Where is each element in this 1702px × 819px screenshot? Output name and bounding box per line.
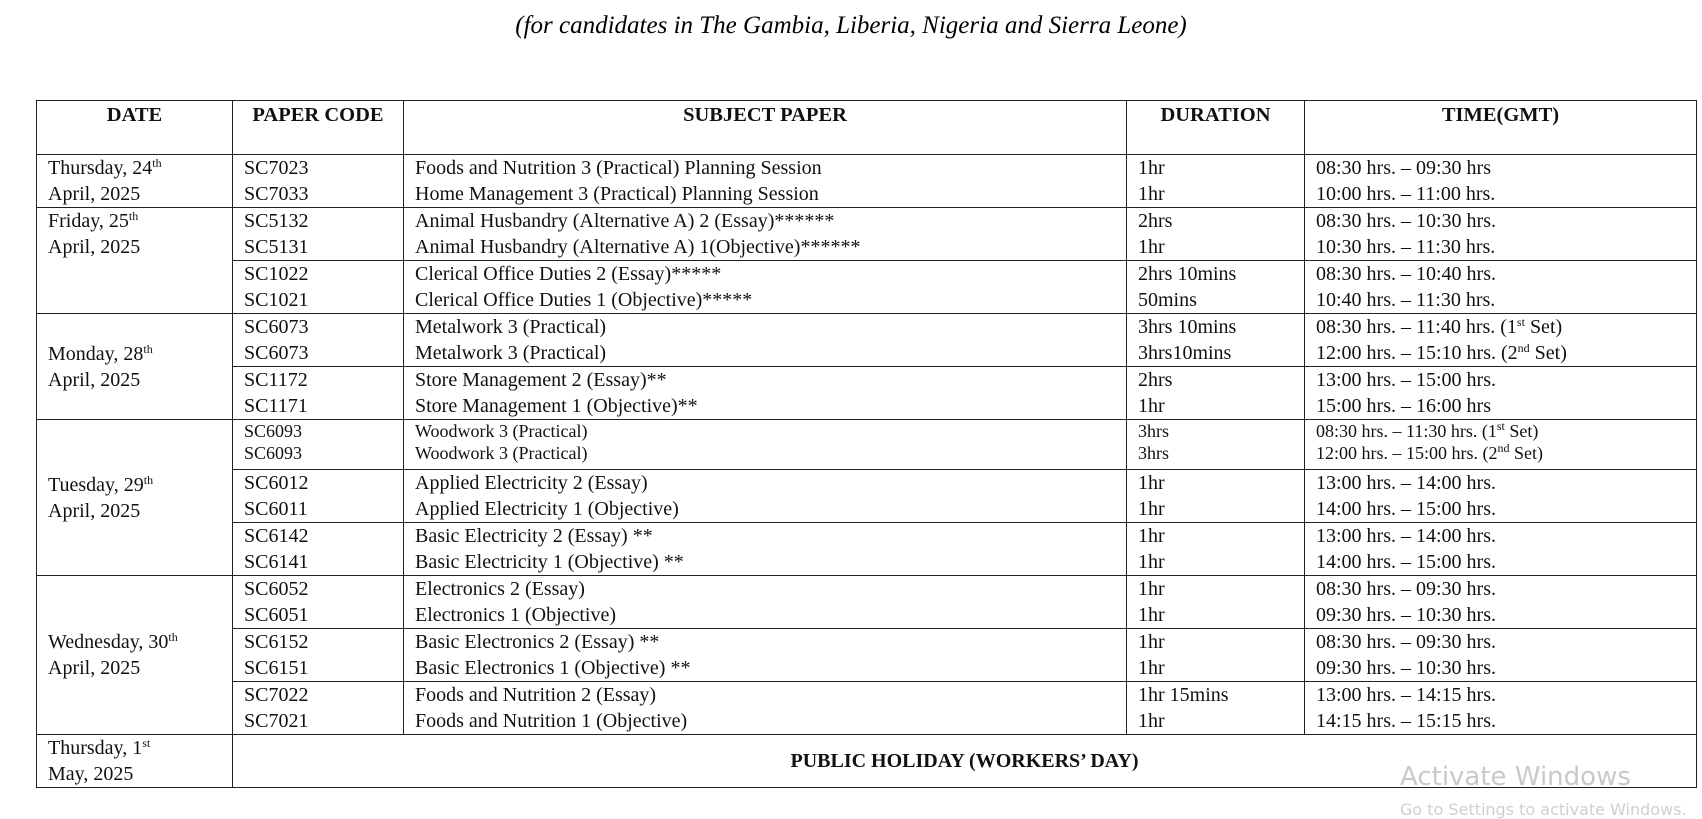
time <box>1316 287 1685 313</box>
paper-code-cell <box>233 576 404 629</box>
subject-paper-cell <box>404 314 1127 367</box>
time <box>1316 393 1685 419</box>
time-cell <box>1305 208 1697 261</box>
time-text: 08:30 hrs. – 09:30 hrs <box>1316 157 1491 179</box>
subject-paper-cell <box>404 261 1127 314</box>
time-set-tail: Set) <box>1529 342 1567 364</box>
date-day-text: Wednesday, 30 <box>48 631 169 653</box>
date-day-suffix: th <box>168 630 178 644</box>
paper-code: SC6141 <box>244 551 309 573</box>
duration: 1hr <box>1138 551 1165 573</box>
date-day <box>48 341 221 367</box>
time <box>1316 181 1685 207</box>
paper-code: SC7033 <box>244 183 309 205</box>
duration: 1hr <box>1138 525 1165 547</box>
paper-code: SC1171 <box>244 395 308 417</box>
date-cell <box>37 420 233 576</box>
paper-code: SC6011 <box>244 498 308 520</box>
paper-code: SC1021 <box>244 289 309 311</box>
time-cell <box>1305 261 1697 314</box>
time-text: 08:30 hrs. – 11:40 hrs. (1 <box>1316 316 1517 338</box>
time <box>1316 420 1685 442</box>
duration: 1hr <box>1138 498 1165 520</box>
time <box>1316 602 1685 628</box>
subject-paper: Foods and Nutrition 1 (Objective) <box>415 710 688 732</box>
time-text: 14:15 hrs. – 15:15 hrs. <box>1316 710 1496 732</box>
time-text: 12:00 hrs. – 15:00 hrs. (2 <box>1316 443 1498 463</box>
paper-code: SC6051 <box>244 604 309 626</box>
time <box>1316 367 1685 393</box>
paper-code-cell <box>233 314 404 367</box>
time-cell <box>1305 420 1697 470</box>
header-date: DATE <box>37 101 233 155</box>
subject-paper: Animal Husbandry (Alternative A) 2 (Essay)****** <box>415 210 835 232</box>
subject-paper: Electronics 1 (Objective) <box>415 604 617 626</box>
time-text: 08:30 hrs. – 09:30 hrs. <box>1316 631 1496 653</box>
duration: 2hrs <box>1138 210 1173 232</box>
time-text: 10:00 hrs. – 11:00 hrs. <box>1316 183 1496 205</box>
subject-paper-cell <box>404 629 1127 682</box>
paper-code: SC6152 <box>244 631 309 653</box>
time-text: 13:00 hrs. – 14:00 hrs. <box>1316 525 1496 547</box>
time-set-suffix: nd <box>1497 441 1510 455</box>
time <box>1316 576 1685 602</box>
date-cell <box>37 314 233 420</box>
table-row <box>37 682 1697 735</box>
date-month-year: April, 2025 <box>48 368 141 391</box>
duration: 3hrs 10mins <box>1138 316 1237 338</box>
time-cell <box>1305 629 1697 682</box>
time <box>1316 655 1685 681</box>
duration: 3hrs10mins <box>1138 342 1232 364</box>
time-text: 10:30 hrs. – 11:30 hrs. <box>1316 236 1496 258</box>
time-text: 08:30 hrs. – 10:30 hrs. <box>1316 210 1496 232</box>
duration-cell <box>1127 367 1305 420</box>
time-text: 08:30 hrs. – 09:30 hrs. <box>1316 578 1496 600</box>
table-row <box>37 208 1697 261</box>
date-month-year: April, 2025 <box>48 236 141 258</box>
time-cell <box>1305 314 1697 367</box>
subject-paper: Foods and Nutrition 3 (Practical) Planning Session <box>415 157 822 179</box>
duration: 1hr <box>1138 395 1165 417</box>
time-cell <box>1305 523 1697 576</box>
duration-cell <box>1127 314 1305 367</box>
subject-paper-cell <box>404 470 1127 523</box>
table-row <box>37 314 1697 367</box>
date-day-suffix: th <box>128 209 139 223</box>
date-cell <box>37 735 233 788</box>
duration: 1hr <box>1138 578 1165 600</box>
duration: 1hr <box>1138 631 1165 653</box>
date-day-suffix: th <box>143 341 153 356</box>
time-cell <box>1305 682 1697 735</box>
time <box>1316 314 1685 340</box>
header-row <box>37 101 1697 155</box>
duration-cell <box>1127 629 1305 682</box>
header-duration: DURATION <box>1127 101 1305 155</box>
subject-paper: Applied Electricity 2 (Essay) <box>415 472 648 494</box>
date-day-text: Thursday, 1 <box>48 737 143 759</box>
time-set-tail: Set) <box>1509 443 1543 463</box>
header-subject-paper: SUBJECT PAPER <box>404 101 1127 155</box>
paper-code-cell <box>233 682 404 735</box>
paper-code: SC7023 <box>244 157 309 179</box>
duration-cell <box>1127 261 1305 314</box>
time-text: 08:30 hrs. – 11:30 hrs. (1 <box>1316 421 1497 441</box>
subject-paper: Animal Husbandry (Alternative A) 1(Objective)****** <box>415 236 861 258</box>
duration-cell <box>1127 155 1305 208</box>
time-text: 13:00 hrs. – 14:15 hrs. <box>1316 684 1496 706</box>
paper-code: SC7021 <box>244 710 309 732</box>
time-cell <box>1305 576 1697 629</box>
subject-paper-cell <box>404 420 1127 470</box>
time-cell <box>1305 155 1697 208</box>
subject-paper: Basic Electronics 1 (Objective) ** <box>415 657 691 679</box>
time-text: 09:30 hrs. – 10:30 hrs. <box>1316 657 1496 679</box>
time <box>1316 496 1685 522</box>
subject-paper: Basic Electricity 2 (Essay) ** <box>415 525 653 547</box>
time-text: 08:30 hrs. – 10:40 hrs. <box>1316 263 1496 285</box>
time <box>1316 234 1685 260</box>
time <box>1316 340 1685 366</box>
subject-paper-cell <box>404 155 1127 208</box>
paper-code: SC6073 <box>244 316 309 338</box>
duration-cell <box>1127 420 1305 470</box>
duration-cell <box>1127 208 1305 261</box>
subject-paper: Basic Electronics 2 (Essay) ** <box>415 631 660 653</box>
duration: 2hrs <box>1138 369 1173 391</box>
time <box>1316 682 1685 708</box>
paper-code-cell <box>233 208 404 261</box>
time <box>1316 261 1685 287</box>
paper-code: SC5131 <box>244 236 309 258</box>
date-day-text: Tuesday, 29 <box>48 473 144 496</box>
paper-code-cell <box>233 261 404 314</box>
date-day-suffix: th <box>143 472 154 487</box>
header-time: TIME(GMT) <box>1305 101 1697 155</box>
time-set-tail: Set) <box>1504 421 1539 441</box>
subject-paper: Woodwork 3 (Practical) <box>415 421 588 441</box>
paper-code: SC6093 <box>244 421 303 441</box>
date-day <box>48 472 221 498</box>
date-month-year: April, 2025 <box>48 657 141 679</box>
activate-windows-hint: Go to Settings to activate Windows. <box>1400 800 1687 819</box>
time-cell <box>1305 470 1697 523</box>
table-row <box>37 155 1697 208</box>
duration: 2hrs 10mins <box>1138 263 1237 285</box>
time-set-suffix: st <box>1516 315 1525 329</box>
duration-cell <box>1127 470 1305 523</box>
table-row <box>37 420 1697 470</box>
time-text: 15:00 hrs. – 16:00 hrs <box>1316 395 1491 417</box>
subject-paper: Woodwork 3 (Practical) <box>415 443 588 463</box>
paper-code-cell <box>233 420 404 470</box>
subject-paper: Metalwork 3 (Practical) <box>415 342 607 364</box>
duration-cell <box>1127 576 1305 629</box>
date-cell <box>37 576 233 735</box>
time-text: 09:30 hrs. – 10:30 hrs. <box>1316 604 1496 626</box>
subject-paper: Metalwork 3 (Practical) <box>415 316 607 338</box>
duration-cell <box>1127 523 1305 576</box>
paper-code-cell <box>233 629 404 682</box>
activate-windows-watermark: Activate Windows <box>1400 762 1631 792</box>
time-set-tail: Set) <box>1524 316 1563 338</box>
date-cell <box>37 208 233 314</box>
holiday-label: PUBLIC HOLIDAY (WORKERS’ DAY) <box>233 735 1697 788</box>
timetable-subtitle: (for candidates in The Gambia, Liberia, Nigeria and Sierra Leone) <box>515 12 1187 39</box>
paper-code-cell <box>233 155 404 208</box>
duration: 3hrs <box>1138 443 1169 463</box>
time-text: 14:00 hrs. – 15:00 hrs. <box>1316 498 1496 520</box>
date-day-suffix: st <box>142 736 151 750</box>
time <box>1316 708 1685 734</box>
duration: 3hrs <box>1138 421 1169 441</box>
time-text: 12:00 hrs. – 15:10 hrs. (2 <box>1316 342 1518 364</box>
time-cell <box>1305 367 1697 420</box>
duration: 1hr <box>1138 472 1165 494</box>
subject-paper: Clerical Office Duties 2 (Essay)***** <box>415 263 722 285</box>
subject-paper-cell <box>404 367 1127 420</box>
paper-code: SC6151 <box>244 657 309 679</box>
exam-timetable <box>36 100 1697 788</box>
subject-paper: Basic Electricity 1 (Objective) ** <box>415 551 684 573</box>
date-day-text: Thursday, 24 <box>48 157 153 179</box>
duration: 1hr <box>1138 657 1165 679</box>
time <box>1316 549 1685 575</box>
paper-code-cell <box>233 523 404 576</box>
date-day <box>48 208 221 234</box>
subject-paper-cell <box>404 208 1127 261</box>
duration: 1hr <box>1138 236 1165 258</box>
time <box>1316 523 1685 549</box>
table-row <box>37 470 1697 523</box>
date-month-year: May, 2025 <box>48 763 134 785</box>
subject-paper: Electronics 2 (Essay) <box>415 578 585 600</box>
duration: 1hr <box>1138 710 1165 732</box>
date-day-suffix: th <box>152 156 162 170</box>
date-day <box>48 629 221 655</box>
duration: 1hr 15mins <box>1138 684 1229 706</box>
duration-cell <box>1127 682 1305 735</box>
subject-paper-cell <box>404 576 1127 629</box>
paper-code-cell <box>233 367 404 420</box>
subject-paper: Store Management 1 (Objective)** <box>415 395 698 417</box>
time <box>1316 629 1685 655</box>
duration: 1hr <box>1138 157 1165 179</box>
paper-code: SC1172 <box>244 369 308 391</box>
date-day-text: Monday, 28 <box>48 342 144 365</box>
date-day <box>48 155 221 181</box>
subject-paper: Foods and Nutrition 2 (Essay) <box>415 684 657 706</box>
date-cell <box>37 155 233 208</box>
date-day <box>48 735 221 761</box>
subject-paper: Store Management 2 (Essay)** <box>415 369 667 391</box>
time-set-suffix: nd <box>1517 341 1530 355</box>
duration: 1hr <box>1138 604 1165 626</box>
timetable-body <box>37 155 1697 788</box>
subject-paper: Home Management 3 (Practical) Planning Session <box>415 183 819 205</box>
table-row <box>37 576 1697 629</box>
table-row <box>37 261 1697 314</box>
paper-code: SC6093 <box>244 443 303 463</box>
subject-paper: Clerical Office Duties 1 (Objective)***** <box>415 289 753 311</box>
paper-code: SC7022 <box>244 684 309 706</box>
date-month-year: April, 2025 <box>48 499 141 522</box>
table-row <box>37 629 1697 682</box>
paper-code: SC6073 <box>244 342 309 364</box>
table-row <box>37 523 1697 576</box>
time-set-suffix: st <box>1496 419 1505 433</box>
paper-code: SC1022 <box>244 263 309 285</box>
time <box>1316 155 1685 181</box>
paper-code: SC6012 <box>244 472 309 494</box>
time-text: 14:00 hrs. – 15:00 hrs. <box>1316 551 1496 573</box>
subject-paper: Applied Electricity 1 (Objective) <box>415 498 679 520</box>
paper-code-cell <box>233 470 404 523</box>
subject-paper-cell <box>404 523 1127 576</box>
header-paper-code: PAPER CODE <box>233 101 404 155</box>
duration: 1hr <box>1138 183 1165 205</box>
table-row <box>37 367 1697 420</box>
paper-code: SC6052 <box>244 578 309 600</box>
time-text: 10:40 hrs. – 11:30 hrs. <box>1316 289 1496 311</box>
duration: 50mins <box>1138 289 1197 311</box>
time <box>1316 442 1685 464</box>
paper-code: SC6142 <box>244 525 309 547</box>
time <box>1316 470 1685 496</box>
time-text: 13:00 hrs. – 14:00 hrs. <box>1316 472 1496 494</box>
date-day-text: Friday, 25 <box>48 210 129 232</box>
paper-code: SC5132 <box>244 210 309 232</box>
date-month-year: April, 2025 <box>48 183 141 205</box>
time <box>1316 208 1685 234</box>
subject-paper-cell <box>404 682 1127 735</box>
time-text: 13:00 hrs. – 15:00 hrs. <box>1316 369 1496 391</box>
